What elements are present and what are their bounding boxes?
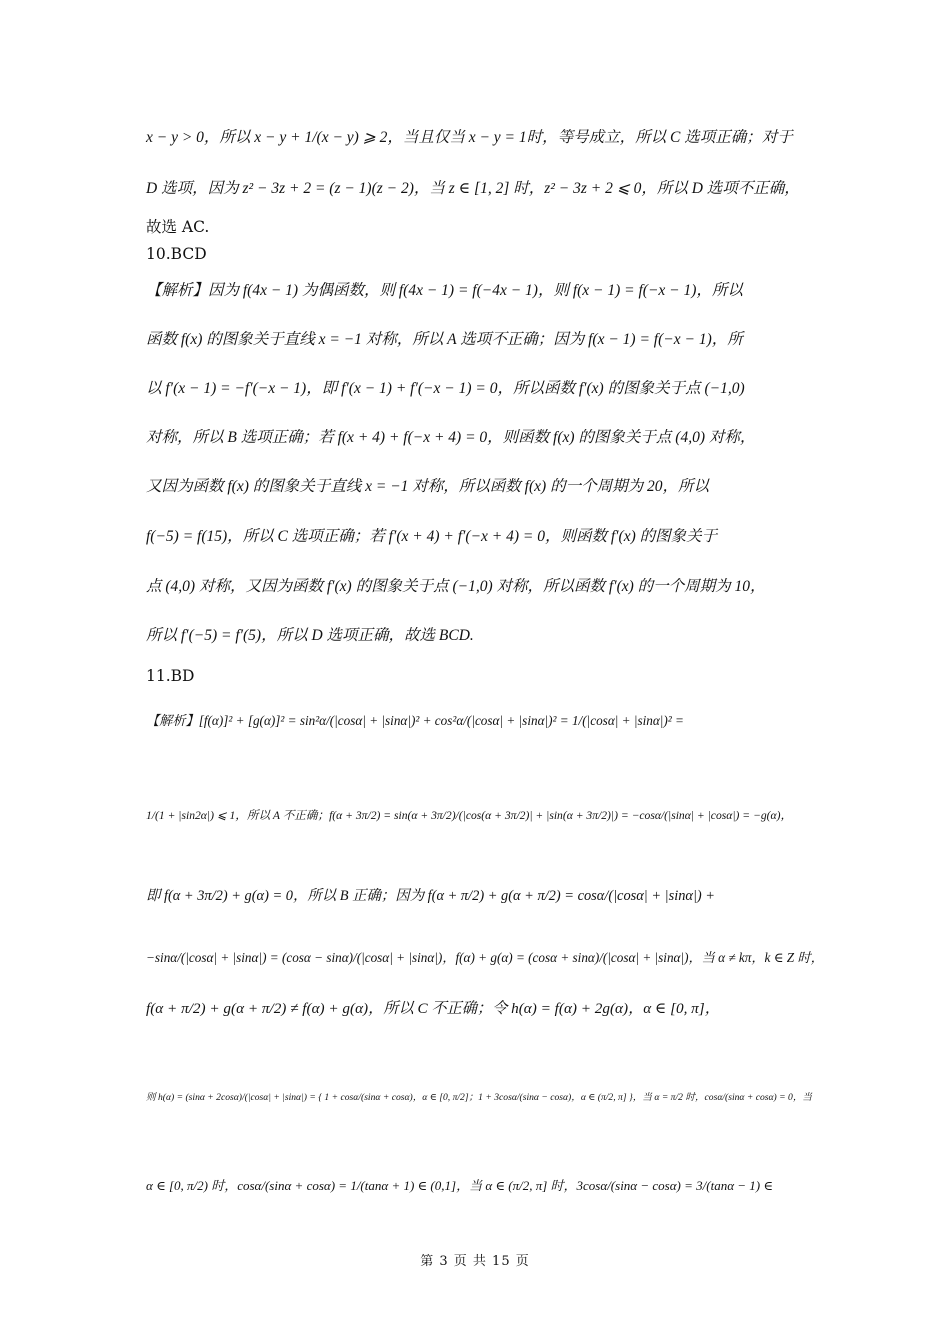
- text-line-12: 所以 f′(−5) = f′(5)，所以 D 选项正确，故选 BCD.: [146, 627, 474, 644]
- text-line-3: 故选 AC.: [146, 218, 210, 236]
- text-line-11: 点 (4,0) 对称，又因为函数 f′(x) 的图象关于点 (−1,0) 对称，所以函数 f′(x) 的一个周期为 10，: [146, 578, 766, 595]
- answer-heading-11: 11.BD: [146, 667, 195, 685]
- text-line-5: 【解析】因为 f(4x − 1) 为偶函数，则 f(4x − 1) = f(−4x − 1)，则 f(x − 1) = f(−x − 1)，所以: [146, 282, 743, 299]
- text-line-18: f(α + π/2) + g(α + π/2) ≠ f(α) + g(α)，所以 C 不正确；令 h(α) = f(α) + 2g(α)，α ∈ [0, π]，: [146, 1000, 720, 1017]
- text-line-14: 【解析】[f(α)]² + [g(α)]² = sin²α/(|cosα| + |sinα|)² + cos²α/(|cosα| + |sinα|)² = 1/(|cosα| + |sinα|)² =: [146, 713, 684, 728]
- text-line-10: f(−5) = f(15)，所以 C 选项正确；若 f′(x + 4) + f′(−x + 4) = 0，则函数 f′(x) 的图象关于: [146, 528, 718, 545]
- text-line-7: 以 f′(x − 1) = −f′(−x − 1)，即 f′(x − 1) + f′(−x − 1) = 0，所以函数 f′(x) 的图象关于点 (−1,0): [146, 380, 745, 397]
- text-line-15: 1/(1 + |sin2α|) ⩽ 1，所以 A 不正确；f(α + 3π/2) = sin(α + 3π/2)/(|cos(α + 3π/2)| + |sin(α + 3π/2)|) = −cosα/(|sinα| + |cosα|) = −g(α)，: [146, 809, 793, 822]
- text-line-8: 对称，所以 B 选项正确；若 f(x + 4) + f(−x + 4) = 0，则函数 f(x) 的图象关于点 (4,0) 对称，: [146, 429, 756, 446]
- text-line-16: 即 f(α + 3π/2) + g(α) = 0，所以 B 正确；因为 f(α + π/2) + g(α + π/2) = cosα/(|cosα| + |sinα|) +: [146, 888, 716, 904]
- text-line-1: x − y > 0，所以 x − y + 1/(x − y) ⩾ 2，当且仅当 x − y = 1时，等号成立，所以 C 选项正确；对于: [146, 129, 793, 146]
- text-line-20: α ∈ [0, π/2) 时，cosα/(sinα + cosα) = 1/(tanα + 1) ∈ (0,1]，当 α ∈ (π/2, π] 时，3cosα/(sinα − cosα) = 3/(tanα − 1) ∈: [146, 1178, 774, 1193]
- text-line-17: −sinα/(|cosα| + |sinα|) = (cosα − sinα)/(|cosα| + |sinα|)，f(α) + g(α) = (cosα + sinα)/(|cosα| + |sinα|)，当 α ≠ kπ，k ∈ Z 时，: [146, 950, 824, 965]
- page-footer: 第 3 页 共 15 页: [420, 1254, 530, 1269]
- answer-heading-10: 10.BCD: [146, 245, 207, 263]
- text-line-2: D 选项，因为 z² − 3z + 2 = (z − 1)(z − 2)，当 z ∈ [1, 2] 时，z² − 3z + 2 ⩽ 0，所以 D 选项不正确，: [146, 180, 800, 197]
- text-line-19: 则 h(α) = (sinα + 2cosα)/(|cosα| + |sinα|) = { 1 + cosα/(sinα + cosα)，α ∈ [0, π/2]；1 + 3cosα/(sinα − cosα)，α ∈ (π/2, π] }，当 α = π/2 时，cosα/(sinα + cosα) = 0，当: [146, 1092, 813, 1103]
- text-line-9: 又因为函数 f(x) 的图象关于直线 x = −1 对称，所以函数 f(x) 的一个周期为 20，所以: [146, 478, 709, 495]
- text-line-6: 函数 f(x) 的图象关于直线 x = −1 对称，所以 A 选项不正确；因为 f(x − 1) = f(−x − 1)，所: [146, 331, 743, 348]
